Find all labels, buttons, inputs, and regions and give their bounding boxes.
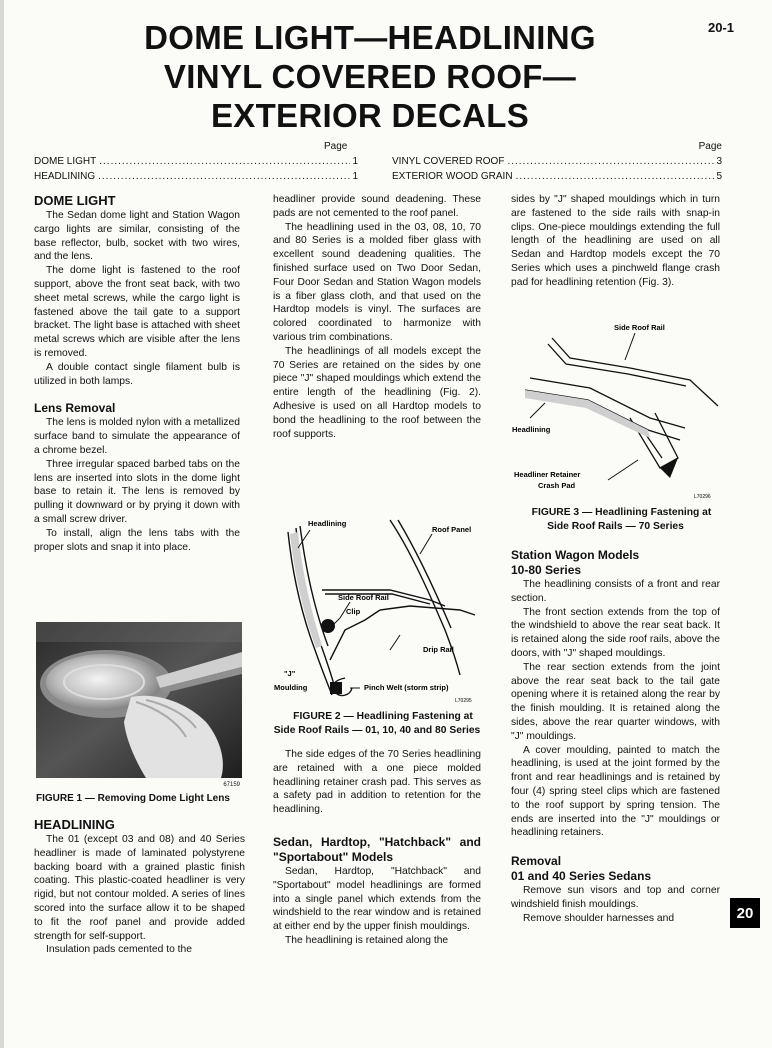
- paragraph: Remove shoulder harnesses and: [523, 912, 675, 924]
- toc-entry-headlining[interactable]: HEADLINING ..... 1: [34, 170, 358, 183]
- heading-sedan-hardtop: Sedan, Hardtop, "Hatchback" and "Sportabout" Models: [273, 834, 481, 864]
- label-clip: Clip: [346, 607, 361, 616]
- paragraph: The headlining is retained along the: [285, 934, 449, 946]
- paragraph: The headlining consists of a front and rear section.: [511, 579, 720, 604]
- paragraph: Sedan, Hardtop, "Hatchback" and "Sportabout" model headlinings are formed into a single panel which extends from the windshield to the rear window and is retained at either end by the upper finish mouldings.: [273, 865, 481, 933]
- page-title: [100, 18, 640, 135]
- paragraph: To install, align the lens tabs with the proper slots and snap it into place.: [34, 527, 240, 553]
- page-number: 20-1: [707, 20, 734, 35]
- label-headliner-retainer: Headliner Retainer: [514, 470, 581, 479]
- headlining-fastening-diagram: [270, 510, 485, 710]
- toc-entry-dome-light[interactable]: DOME LIGHT ..... 1: [34, 155, 358, 168]
- toc-page-header-left: Page: [324, 141, 348, 152]
- heading-sedans: 01 and 40 Series Sedans: [511, 869, 652, 884]
- figure-1-photo: [36, 622, 242, 788]
- figure-2-diagram: [270, 510, 485, 710]
- paragraph: The rear section extends from the joint above the rear seat back to the tail gate opening where it is retained along the rear by the finish moulding. It is retained along the sides, above the rear quarter windows, with "J" mouldings.: [511, 661, 720, 742]
- paragraph: The Sedan dome light and Station Wagon cargo lights are similar, consisting of the base reflector, bulb, socket with two wires, and the lens.: [34, 210, 240, 263]
- title-line-1: DOME LIGHT—HEADLINING: [144, 19, 596, 56]
- title-line-2: VINYL COVERED ROOF—: [163, 58, 577, 95]
- section-tab[interactable]: 20: [730, 898, 760, 928]
- paragraph: Three irregular spaced barbed tabs on the lens are inserted into slots in the dome light base to retain it. The lens is removed by pulling it downward or by prying it down with a small screw driver.: [34, 458, 240, 525]
- paragraph: A cover moulding, painted to match the headlining, is used at the joint formed by the front and rear headlinings and is retained by four (4) spring steel clips which are fastened to the roof support by spring tension. The ends are inserted into the "J" mouldings or headlining retainers.: [511, 744, 720, 839]
- toc-page-header-right: Page: [698, 141, 722, 152]
- paragraph: headliner provide sound deadening. These pads are not cemented to the roof panel.: [273, 194, 481, 219]
- column-1: [34, 193, 240, 554]
- figure-code: 67159: [223, 782, 240, 788]
- heading-station-wagon: Station Wagon Models: [511, 548, 640, 562]
- column-2-lower: [273, 710, 481, 948]
- label-side-roof-rail: Side Roof Rail: [338, 593, 389, 602]
- heading-removal: Removal: [511, 854, 562, 869]
- paragraph: The 01 (except 03 and 08) and 40 Series headliner is made of laminated polystyrene backing board with a grained plastic finish coating. This plastic-coated headliner is very rigid, but not contour molded. A series of lines scored into the surface allow it to be shaped to fit the roof panel and provide added strength for self-support.: [34, 834, 245, 942]
- column-3: [511, 193, 720, 290]
- toc-entry-vinyl-roof[interactable]: VINYL COVERED ROOF ..... 3: [392, 155, 722, 168]
- paragraph: The headlining used in the 03, 08, 10, 70 and 80 Series is a molded fiber glass with excellent sound deadening qualities. The finished surface used on Two Door Sedan, Four Door Sedan and Station Wagon models is a fiber glass cloth, and that used on the Hardtop models is vinyl. The surfaces are colored coordinated to harmonize with various trim combinations.: [273, 221, 481, 343]
- figure-3-caption: FIGURE 3 — Headlining Fastening at Side Roof Rails — 70 Series: [531, 507, 712, 532]
- figure-1-caption: FIGURE 1 — Removing Dome Light Lens: [36, 793, 230, 804]
- paragraph: The side edges of the 70 Series headlining are retained with a one piece molded headlining retainer crash pad. This serves as a safety pad in addition to retention for the headlining.: [273, 749, 481, 816]
- label-drip-rail: Drip Rail: [423, 645, 454, 654]
- label-side-roof-rail: Side Roof Rail: [614, 323, 665, 332]
- heading-dome-light: DOME LIGHT: [34, 193, 116, 208]
- paragraph: Insulation pads cemented to the: [46, 944, 192, 956]
- paragraph: sides by "J" shaped mouldings which in turn are fastened to the side rails with snap-in clips. One-piece mouldings extending the full length of the headlining are used on all Sedan and Hardtop models except the 70 Series which uses a pinchweld flange crash pad for headlining retention (Fig. 3).: [511, 194, 720, 288]
- column-1-headlining: [34, 817, 245, 957]
- paragraph: Remove sun visors and top and corner windshield finish mouldings.: [511, 885, 720, 910]
- paragraph: The headlinings of all models except the 70 Series are retained on the sides by one piece "J" shaped mouldings which extend the entire length of the headlining (Fig. 2). Adhesive is used on all Hardtop models to bond the headlining to the roof between the roof supports.: [273, 345, 481, 440]
- paragraph: A double contact single filament bulb is utilized in both lamps.: [34, 361, 240, 387]
- heading-lens-removal: Lens Removal: [34, 401, 116, 416]
- paragraph: The lens is molded nylon with a metallized surface band to simulate the appearance of a chrome bezel.: [34, 417, 240, 456]
- paragraph: The dome light is fastened to the roof support, above the front seat back, with two sheet metal screws, while the cargo light is fastened above the tail gate to a support bracket. The light base is attached with sheet metal screws which are visible after the lens is removed.: [34, 265, 240, 359]
- label-pinch-welt: Pinch Welt (storm strip): [364, 683, 449, 692]
- column-3-lower: [511, 506, 720, 926]
- label-headlining: Headlining: [308, 519, 347, 528]
- toc-entry-wood-grain[interactable]: EXTERIOR WOOD GRAIN ..... 5: [392, 170, 722, 183]
- title-line-3: EXTERIOR DECALS: [210, 97, 530, 134]
- label-headlining: Headlining: [512, 425, 551, 434]
- heading-series: 10-80 Series: [511, 563, 582, 577]
- label-j: "J": [284, 669, 296, 678]
- dome-light-photo: [36, 622, 242, 778]
- figure-3-diagram: [510, 318, 722, 504]
- heading-headlining: HEADLINING: [34, 817, 115, 832]
- column-1-lower: [36, 792, 242, 806]
- paragraph: The front section extends from the top of the windshield to above the rear seat back. It is retained along the side roof rails, above the doors, with "J" shaped mouldings.: [511, 606, 720, 659]
- page-spine: [0, 0, 4, 1048]
- retainer-crash-pad-diagram: [510, 318, 722, 504]
- figure-code: L70295: [455, 698, 472, 704]
- label-moulding: Moulding: [274, 683, 308, 692]
- column-2: [273, 193, 481, 441]
- label-roof-panel: Roof Panel: [432, 525, 472, 534]
- figure-code: L70296: [694, 494, 711, 500]
- label-crash-pad: Crash Pad: [538, 481, 576, 490]
- figure-2-caption: FIGURE 2 — Headlining Fastening at Side Roof Rails — 01, 10, 40 and 80 Series: [273, 711, 481, 736]
